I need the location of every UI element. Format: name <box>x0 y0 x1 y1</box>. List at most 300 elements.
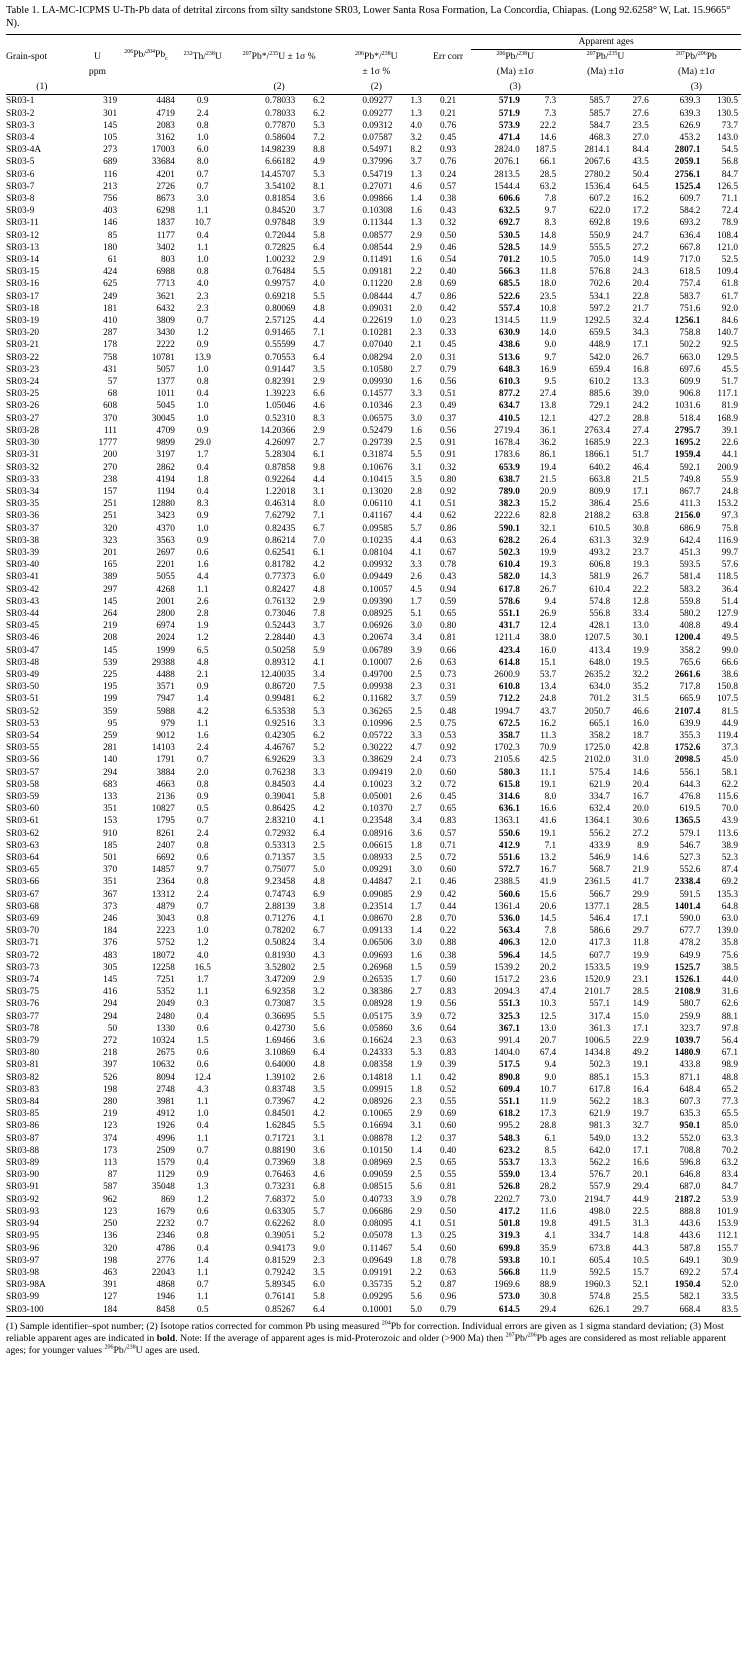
pb207-u235-cell: 1.39102 <box>265 1072 296 1083</box>
th-u-cell: 2.0 <box>196 767 209 778</box>
pb206-u238-cell: 0.10580 <box>362 364 393 375</box>
age-207-235-err-cell: 39.0 <box>632 389 649 400</box>
pb206-u238-err-cell: 1.8 <box>410 1255 422 1266</box>
age-206-238-cell: 623.2 <box>498 1145 520 1156</box>
u-ppm-cell: 501 <box>103 853 118 863</box>
pb206-u238-err-cell: 4.4 <box>410 535 422 546</box>
age-206-238-err-cell: 14.3 <box>539 572 557 583</box>
col-header-th-u: $^{232}$Th/$^{238}$U <box>183 50 222 62</box>
pb207-u235-cell: 0.72825 <box>265 242 296 253</box>
age-206-238-err-cell: 14.0 <box>539 328 557 339</box>
u-ppm-cell: 391 <box>103 1280 118 1291</box>
age-207-235-cell: 386.4 <box>589 499 611 510</box>
pb207-u235-cell: 0.82391 <box>265 377 296 388</box>
pb207-u235-cell: 0.50258 <box>265 645 296 656</box>
err-corr-cell: 0.72 <box>439 853 457 863</box>
table-row <box>6 1194 741 1206</box>
pb206-u238-err-cell: 5.5 <box>410 450 422 461</box>
pb207-u235-cell: 2.28440 <box>265 633 296 644</box>
age-206-238-cell: 410.5 <box>498 413 520 424</box>
pb206-u238-err-cell: 4.1 <box>410 547 422 558</box>
age-207-206-cell: 518.4 <box>679 413 701 424</box>
age-206-238-cell: 550.6 <box>498 828 520 839</box>
age-207-206-err-cell: 61.8 <box>721 279 738 290</box>
table-row <box>6 901 741 913</box>
age-206-238-cell: 551.1 <box>498 608 520 619</box>
pb206-u238-cell: 0.05175 <box>362 1011 393 1022</box>
u-ppm-cell: 219 <box>103 1109 118 1120</box>
err-corr-cell: 0.63 <box>439 657 457 668</box>
u-ppm-cell: 294 <box>103 1011 118 1022</box>
pb206-u238-cell: 0.09085 <box>362 889 393 900</box>
age-207-235-cell: 546.9 <box>589 853 611 863</box>
th-u-cell: 0.8 <box>196 120 209 131</box>
pb207-u235-cell: 0.74743 <box>265 889 296 900</box>
err-corr-cell: 0.37 <box>439 413 457 424</box>
age-207-235-err-cell: 28.5 <box>632 901 649 912</box>
age-207-235-cell: 2763.4 <box>584 425 611 436</box>
age-206-238-cell: 1211.4 <box>494 633 520 644</box>
age-207-235-err-cell: 12.8 <box>632 596 649 607</box>
pb207-u235-err-cell: 8.0 <box>313 499 325 510</box>
pb207-u235-err-cell: 3.5 <box>313 999 325 1010</box>
pb206-u238-err-cell: 4.7 <box>410 291 422 302</box>
pb207-u235-cell: 0.85267 <box>265 1304 296 1315</box>
grain-spot-cell: SR03-35 <box>6 499 40 510</box>
table-row <box>6 1267 741 1279</box>
pb206-u238-cell: 0.08925 <box>362 608 393 619</box>
grain-spot-cell: SR03-38 <box>6 535 40 546</box>
u-ppm-cell: 281 <box>103 743 118 754</box>
age-207-235-err-cell: 16.8 <box>632 364 649 375</box>
pb206-pb204-cell: 14857 <box>151 865 175 876</box>
age-206-238-cell: 471.4 <box>498 133 520 144</box>
age-207-206-err-cell: 30.9 <box>721 1255 738 1266</box>
age-207-235-cell: 2194.7 <box>584 1194 611 1205</box>
table-row <box>6 937 741 949</box>
age-207-235-err-cell: 31.5 <box>632 694 649 705</box>
pb206-pb204-cell: 2346 <box>156 1231 175 1242</box>
err-corr-cell: 0.63 <box>439 1036 457 1047</box>
pb207-u235-err-cell: 6.8 <box>313 1182 325 1193</box>
err-corr-cell: 0.66 <box>439 645 457 656</box>
pb206-pb204-cell: 3162 <box>156 133 175 144</box>
age-206-238-cell: 685.5 <box>498 279 520 290</box>
age-207-235-cell: 1006.5 <box>584 1036 611 1047</box>
age-207-235-err-cell: 16.4 <box>632 1084 649 1095</box>
age-207-235-cell: 557.1 <box>589 999 611 1010</box>
th-u-cell: 1.2 <box>196 1194 209 1205</box>
age-207-206-cell: 2795.7 <box>674 425 701 436</box>
table-row <box>6 254 741 266</box>
age-206-238-cell: 877.2 <box>498 389 520 400</box>
table-row <box>6 510 741 522</box>
pb206-u238-err-cell: 1.1 <box>410 1072 422 1083</box>
age-207-235-err-cell: 16.7 <box>632 791 649 802</box>
u-ppm-cell: 320 <box>103 523 118 534</box>
u-ppm-cell: 463 <box>103 1267 118 1278</box>
u-ppm-cell: 526 <box>103 1072 118 1083</box>
th-u-cell: 0.9 <box>196 511 209 522</box>
age-207-235-cell: 550.9 <box>589 230 611 241</box>
age-206-238-cell: 692.7 <box>498 218 520 229</box>
grain-spot-cell: SR03-53 <box>6 718 40 729</box>
table-row <box>6 742 741 754</box>
age-207-235-err-cell: 17.1 <box>632 340 649 351</box>
age-207-206-cell: 1200.4 <box>674 633 701 644</box>
grain-spot-cell: SR03-9 <box>6 206 35 217</box>
age-207-235-err-cell: 21.5 <box>632 474 649 485</box>
pb206-pb204-cell: 3197 <box>156 450 175 461</box>
u-ppm-cell: 123 <box>103 1121 118 1132</box>
age-207-206-cell: 587.8 <box>679 1243 701 1254</box>
pb207-u235-err-cell: 6.4 <box>313 828 325 839</box>
pb207-u235-err-cell: 4.9 <box>313 157 325 168</box>
pb206-u238-cell: 0.09649 <box>362 1255 393 1266</box>
th-u-cell: 4.3 <box>196 1084 209 1095</box>
pb207-u235-cell: 1.62845 <box>265 1121 296 1132</box>
table-row <box>6 1084 741 1096</box>
table-row <box>6 767 741 779</box>
u-ppm-cell: 397 <box>103 1060 118 1071</box>
grain-spot-cell: SR03-98A <box>6 1280 46 1291</box>
pb206-pb204-cell: 869 <box>161 1194 175 1205</box>
err-corr-cell: 0.45 <box>439 133 457 144</box>
age-206-238-err-cell: 8.0 <box>544 791 557 802</box>
age-207-235-cell: 2814.1 <box>584 145 611 156</box>
pb207-u235-cell: 0.76238 <box>265 767 296 778</box>
pb206-u238-err-cell: 1.9 <box>410 1060 422 1071</box>
u-ppm-cell: 294 <box>103 767 118 778</box>
age-207-235-err-cell: 14.6 <box>632 767 649 778</box>
pb207-u235-err-cell: 6.0 <box>313 572 325 583</box>
pb207-u235-cell: 3.54102 <box>265 181 296 192</box>
age-206-238-err-cell: 14.5 <box>539 914 557 925</box>
age-207-206-err-cell: 83.4 <box>721 1170 738 1181</box>
pb207-u235-err-cell: 4.6 <box>313 1170 325 1181</box>
pb206-pb204-cell: 5055 <box>156 572 175 583</box>
table-row <box>6 950 741 962</box>
err-corr-cell: 0.54 <box>439 255 457 266</box>
grain-spot-cell: SR03-99 <box>6 1292 40 1303</box>
err-corr-cell: 0.51 <box>439 1219 457 1230</box>
pb207-u235-cell: 0.50824 <box>265 938 296 949</box>
age-206-238-err-cell: 26.7 <box>539 584 557 595</box>
err-corr-cell: 0.43 <box>439 206 457 217</box>
age-207-206-cell: 593.5 <box>679 560 701 571</box>
age-207-206-cell: 639.3 <box>679 96 701 107</box>
age-207-206-err-cell: 63.2 <box>721 1158 738 1169</box>
age-207-235-cell: 981.3 <box>589 1121 611 1132</box>
age-206-238-cell: 2824.0 <box>494 145 520 156</box>
age-206-238-cell: 513.6 <box>498 352 520 363</box>
age-207-206-err-cell: 83.5 <box>721 1304 738 1315</box>
age-207-235-cell: 648.0 <box>589 657 611 668</box>
age-207-206-err-cell: 51.7 <box>721 377 738 388</box>
age-207-206-err-cell: 153.9 <box>717 1219 738 1230</box>
table-row <box>6 413 741 425</box>
th-u-cell: 4.8 <box>196 657 209 668</box>
age-207-206-cell: 453.2 <box>679 133 701 144</box>
age-207-206-err-cell: 107.5 <box>717 694 738 705</box>
age-206-238-cell: 614.8 <box>498 657 520 668</box>
err-corr-cell: 0.59 <box>439 694 457 705</box>
age-207-206-cell: 2661.6 <box>674 669 701 680</box>
pb207-u235-err-cell: 4.7 <box>313 340 325 351</box>
age-207-206-err-cell: 53.9 <box>721 1194 738 1205</box>
age-207-206-err-cell: 87.4 <box>721 865 738 876</box>
err-corr-cell: 0.37 <box>439 1133 457 1144</box>
age-207-235-cell: 585.7 <box>589 96 611 107</box>
age-206-238-err-cell: 12.0 <box>539 938 557 949</box>
age-207-235-err-cell: 22.3 <box>632 438 649 449</box>
age-207-206-err-cell: 139.0 <box>717 926 738 937</box>
err-corr-cell: 0.46 <box>439 242 457 253</box>
grain-spot-cell: SR03-5 <box>6 157 35 168</box>
u-ppm-cell: 198 <box>103 1255 118 1266</box>
u-ppm-cell: 165 <box>103 560 118 571</box>
pb206-u238-cell: 0.23548 <box>362 816 393 827</box>
age-206-238-err-cell: 19.4 <box>539 462 557 473</box>
age-207-206-err-cell: 35.8 <box>721 938 738 949</box>
table-row <box>6 925 741 937</box>
pb207-u235-cell: 0.71276 <box>265 914 296 925</box>
pb207-u235-err-cell: 5.0 <box>313 1194 325 1205</box>
age-207-235-err-cell: 17.1 <box>632 1023 649 1034</box>
grain-spot-cell: SR03-62 <box>6 828 40 839</box>
err-corr-cell: 0.76 <box>439 157 457 168</box>
age-206-238-cell: 2222.6 <box>494 511 520 522</box>
u-ppm-cell: 111 <box>103 425 118 436</box>
age-206-238-cell: 615.8 <box>498 779 520 790</box>
pb206-u238-err-cell: 2.8 <box>410 486 422 497</box>
age-207-235-cell: 2361.5 <box>584 877 611 888</box>
pb206-pb204-cell: 2001 <box>156 596 175 607</box>
age-207-235-cell: 1377.1 <box>584 901 611 912</box>
table-row <box>6 169 741 181</box>
pb207-u235-err-cell: 5.3 <box>313 169 325 180</box>
th-u-cell: 1.9 <box>196 621 209 632</box>
u-ppm-cell: 351 <box>103 804 118 815</box>
age-207-206-cell: 687.0 <box>679 1182 701 1193</box>
u-ppm-cell: 587 <box>103 1182 118 1193</box>
pb207-u235-cell: 7.62792 <box>265 511 296 522</box>
pb207-u235-cell: 0.92264 <box>265 474 296 485</box>
age-206-238-err-cell: 36.1 <box>539 425 557 436</box>
pb207-u235-cell: 6.92629 <box>265 755 296 766</box>
age-207-206-err-cell: 22.6 <box>721 438 738 449</box>
err-corr-cell: 0.31 <box>439 682 457 693</box>
age-207-235-cell: 1520.9 <box>584 975 611 986</box>
grain-spot-cell: SR03-77 <box>6 1011 40 1022</box>
pb206-u238-cell: 0.09915 <box>362 1084 393 1095</box>
th-u-cell: 0.7 <box>196 181 209 192</box>
pb207-u235-cell: 0.86720 <box>265 682 296 693</box>
age-207-206-err-cell: 38.9 <box>721 840 738 851</box>
th-u-cell: 1.1 <box>196 206 209 217</box>
age-206-238-cell: 367.1 <box>498 1023 520 1034</box>
th-u-cell: 1.5 <box>196 1036 209 1047</box>
age-207-235-err-cell: 22.8 <box>632 291 649 302</box>
u-ppm-cell: 199 <box>103 694 118 705</box>
pb207-u235-cell: 0.81782 <box>265 560 296 571</box>
pb207-u235-err-cell: 3.4 <box>313 669 325 680</box>
err-corr-cell: 0.73 <box>439 755 457 766</box>
pb206-pb204-cell: 10781 <box>151 352 175 363</box>
pb207-u235-cell: 0.75077 <box>265 865 296 876</box>
pb206-pb204-cell: 2364 <box>156 877 175 888</box>
age-207-235-cell: 562.2 <box>589 1158 611 1169</box>
age-207-235-cell: 663.8 <box>589 474 611 485</box>
pb207-u235-err-cell: 6.7 <box>313 523 325 534</box>
age-207-206-cell: 646.8 <box>679 1170 701 1181</box>
grain-spot-cell: SR03-13 <box>6 242 40 253</box>
table-row <box>6 657 741 669</box>
age-207-206-err-cell: 75.8 <box>721 523 738 534</box>
pb206-u238-err-cell: 2.0 <box>410 767 422 778</box>
grain-spot-cell: SR03-19 <box>6 316 40 327</box>
pb206-u238-cell: 0.09449 <box>362 572 393 583</box>
pb207-u235-err-cell: 6.7 <box>313 926 325 937</box>
age-207-206-cell: 686.9 <box>679 523 701 534</box>
pb206-u238-cell: 0.10065 <box>362 1109 393 1120</box>
err-corr-cell: 0.65 <box>439 804 457 815</box>
age-207-235-err-cell: 14.8 <box>632 1231 649 1242</box>
u-ppm-cell: 57 <box>107 377 118 388</box>
pb206-pb204-cell: 2675 <box>156 1048 175 1059</box>
th-u-cell: 12.4 <box>194 1072 211 1083</box>
table-row <box>6 754 741 766</box>
table-row <box>6 156 741 168</box>
age-206-238-err-cell: 11.9 <box>540 1097 557 1108</box>
age-207-235-err-cell: 20.4 <box>632 279 649 290</box>
age-206-238-cell: 423.4 <box>498 645 520 656</box>
table-row <box>6 1108 741 1120</box>
err-corr-cell: 0.60 <box>439 865 457 876</box>
pb206-pb204-cell: 1194 <box>156 486 175 497</box>
u-ppm-cell: 213 <box>103 181 118 192</box>
pb206-u238-err-cell: 2.8 <box>410 279 422 290</box>
err-corr-cell: 0.42 <box>439 889 457 900</box>
pb207-u235-err-cell: 8.3 <box>313 413 325 424</box>
pb206-u238-err-cell: 1.3 <box>410 218 422 229</box>
age-207-235-cell: 566.7 <box>589 889 611 900</box>
pb207-u235-err-cell: 4.1 <box>313 657 325 668</box>
pb207-u235-err-cell: 9.8 <box>313 462 325 473</box>
age-207-206-cell: 871.1 <box>679 1072 701 1083</box>
grain-spot-cell: SR03-16 <box>6 279 40 290</box>
col-header-err-corr: Err corr <box>433 50 464 62</box>
err-corr-cell: 0.93 <box>439 145 457 156</box>
err-corr-cell: 0.57 <box>439 181 457 192</box>
pb207-u235-err-cell: 4.3 <box>313 633 325 644</box>
age-207-206-err-cell: 57.6 <box>721 560 738 571</box>
pb206-u238-err-cell: 4.7 <box>410 743 422 754</box>
grain-spot-cell: SR03-33 <box>6 474 40 485</box>
grain-spot-cell: SR03-11 <box>6 218 39 229</box>
age-206-238-err-cell: 63.2 <box>539 181 557 192</box>
age-206-238-err-cell: 187.5 <box>535 145 557 156</box>
age-207-206-cell: 1525.4 <box>674 181 701 192</box>
age-207-206-cell: 579.1 <box>679 828 701 839</box>
pb206-pb204-cell: 7713 <box>156 279 175 290</box>
pb206-u238-err-cell: 2.2 <box>410 267 422 278</box>
age-206-238-err-cell: 13.4 <box>539 1170 557 1181</box>
u-ppm-cell: 127 <box>103 1292 118 1303</box>
age-206-238-cell: 563.4 <box>498 926 520 937</box>
age-206-238-err-cell: 14.9 <box>539 242 557 253</box>
pb207-u235-cell: 0.91447 <box>265 364 296 375</box>
u-ppm-cell: 173 <box>103 1145 118 1156</box>
age-207-235-cell: 607.7 <box>589 950 611 961</box>
pb206-u238-cell: 0.11491 <box>362 255 393 266</box>
pb206-u238-cell: 0.06686 <box>362 1206 393 1217</box>
table-row <box>6 1218 741 1230</box>
age-206-238-err-cell: 11.9 <box>540 1267 557 1278</box>
pb206-u238-err-cell: 3.5 <box>410 474 422 485</box>
err-corr-cell: 0.86 <box>439 523 457 534</box>
pb207-u235-err-cell: 5.5 <box>313 1011 325 1022</box>
th-u-cell: 8.0 <box>196 157 209 168</box>
u-ppm-cell: 962 <box>103 1194 118 1205</box>
grain-spot-cell: SR03-69 <box>6 914 40 925</box>
err-corr-cell: 0.32 <box>439 462 457 473</box>
age-207-206-cell: 1031.6 <box>674 401 701 412</box>
age-206-238-err-cell: 13.4 <box>539 682 557 693</box>
pb206-u238-err-cell: 5.2 <box>410 1280 422 1291</box>
grain-spot-cell: SR03-54 <box>6 730 40 741</box>
table-row <box>6 462 741 474</box>
th-u-cell: 0.4 <box>196 1158 209 1169</box>
table-row <box>6 693 741 705</box>
age-206-238-cell: 548.3 <box>498 1133 520 1144</box>
age-206-238-err-cell: 9.7 <box>544 206 557 217</box>
pb206-u238-err-cell: 3.9 <box>410 645 422 656</box>
pb207-u235-err-cell: 5.8 <box>313 1292 325 1303</box>
age-207-206-cell: 2807.1 <box>674 145 701 156</box>
pb206-u238-err-cell: 2.9 <box>410 242 422 253</box>
err-corr-cell: 0.73 <box>439 669 457 680</box>
age-207-235-cell: 729.1 <box>589 401 611 412</box>
pb206-pb204-cell: 2083 <box>156 120 175 131</box>
th-u-cell: 2.1 <box>196 669 209 680</box>
age-206-238-err-cell: 53.7 <box>539 669 557 680</box>
grain-spot-cell: SR03-27 <box>6 413 40 424</box>
pb206-pb204-cell: 35048 <box>151 1182 175 1193</box>
th-u-cell: 0.7 <box>196 901 209 912</box>
pb206-u238-cell: 0.09585 <box>362 523 393 534</box>
pb206-pb204-cell: 2407 <box>156 840 175 851</box>
age-207-235-err-cell: 19.5 <box>632 657 649 668</box>
u-ppm-cell: 351 <box>103 877 118 888</box>
pb207-u235-err-cell: 8.1 <box>313 181 325 192</box>
err-corr-cell: 0.78 <box>439 560 457 571</box>
age-207-206-err-cell: 127.9 <box>717 608 738 619</box>
age-206-238-err-cell: 7.3 <box>544 96 557 107</box>
age-206-238-cell: 526.8 <box>498 1182 520 1193</box>
pb207-u235-cell: 0.76132 <box>265 596 296 607</box>
age-207-235-cell: 1207.5 <box>584 633 611 644</box>
age-207-235-err-cell: 43.5 <box>632 157 649 168</box>
th-u-cell: 0.6 <box>196 1048 209 1059</box>
pb207-u235-err-cell: 2.6 <box>313 1072 325 1083</box>
u-ppm-cell: 68 <box>107 389 118 400</box>
age-206-238-err-cell: 16.2 <box>539 718 557 729</box>
pb207-u235-cell: 0.46314 <box>265 499 296 510</box>
pb206-pb204-cell: 1579 <box>156 1158 175 1169</box>
pb206-u238-cell: 0.30222 <box>362 743 393 754</box>
age-207-235-err-cell: 32.2 <box>632 669 649 680</box>
